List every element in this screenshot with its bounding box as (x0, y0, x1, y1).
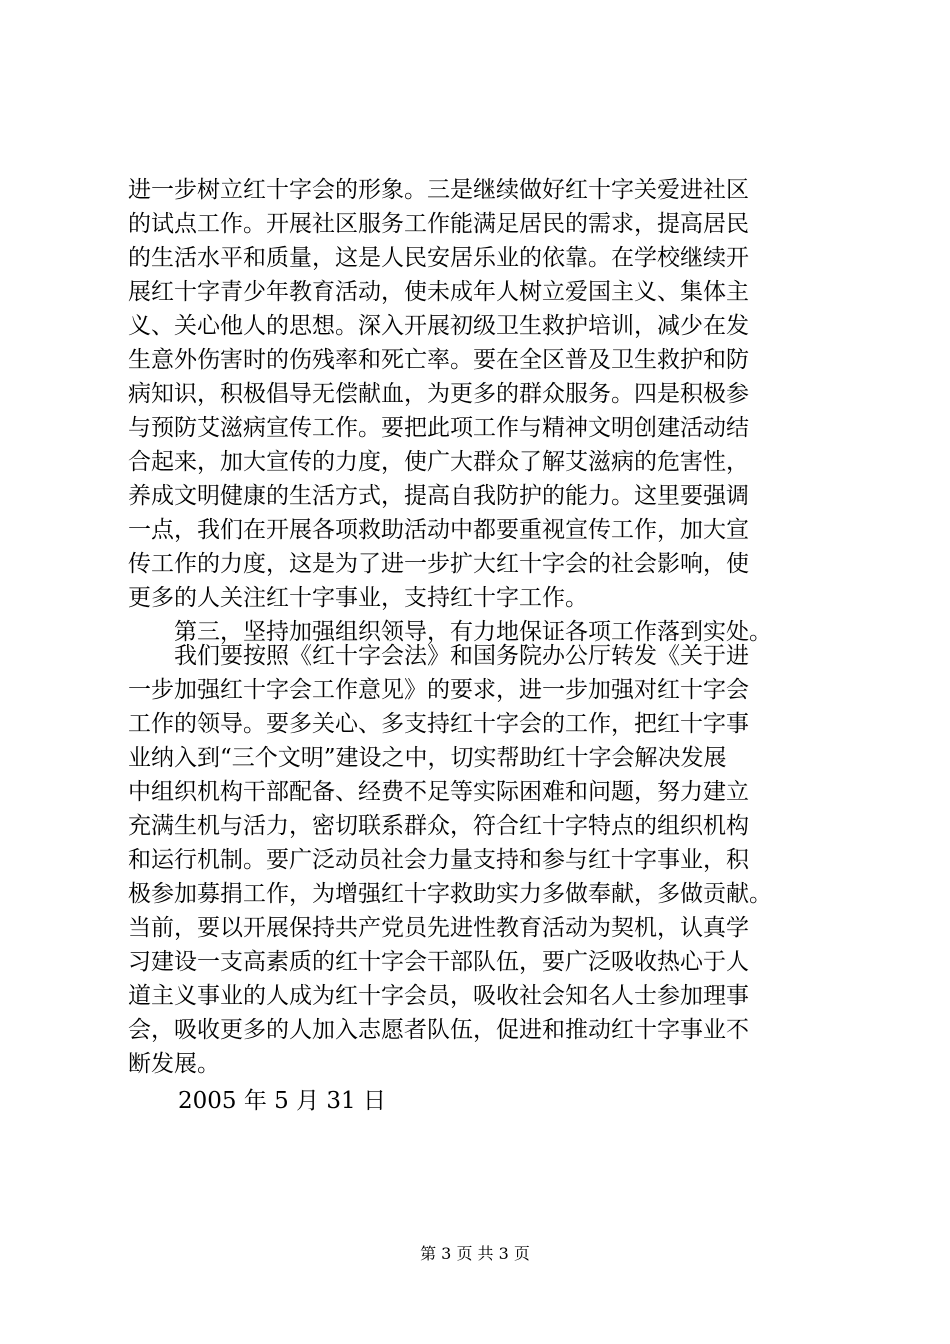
text-line: 道主义事业的人成为红十字会员，吸收社会知名人士参加理事 (128, 983, 749, 1009)
text-line: 业纳入到“三个文明”建设之中，切实帮助红十字会解决发展 (128, 745, 727, 771)
text-line: 的生活水平和质量，这是人民安居乐业的依靠。在学校继续开 (128, 245, 749, 271)
text-line: 中组织机构干部配备、经费不足等实际困难和问题，努力建立 (128, 779, 749, 805)
paragraph-block-2 (128, 639, 848, 1081)
text-line: 与预防艾滋病宣传工作。要把此项工作与精神文明创建活动结 (128, 415, 749, 441)
section-heading-line: 第三，坚持加强组织领导，有力地保证各项工作落到实处。 (128, 619, 772, 645)
text-line: 义、关心他人的思想。深入开展初级卫生救护培训，减少在发 (128, 313, 749, 339)
page-number-footer: 第 3 页 共 3 页 (420, 1244, 530, 1263)
text-line: 和运行机制。要广泛动员社会力量支持和参与红十字事业，积 (128, 847, 749, 873)
document-date: 2005 年 5 月 31 日 (178, 1088, 386, 1114)
text-line: 生意外伤害时的伤残率和死亡率。要在全区普及卫生救护和防 (128, 347, 749, 373)
text-line: 病知识，积极倡导无偿献血，为更多的群众服务。四是积极参 (128, 381, 749, 407)
text-line: 合起来，加大宣传的力度，使广大群众了解艾滋病的危害性， (128, 449, 749, 475)
text-line: 会，吸收更多的人加入志愿者队伍，促进和推动红十字事业不 (128, 1017, 749, 1043)
text-line: 习建设一支高素质的红十字会干部队伍，要广泛吸收热心于人 (128, 949, 749, 975)
paragraph-block-1 (128, 173, 848, 649)
text-line: 的试点工作。开展社区服务工作能满足居民的需求，提高居民 (128, 211, 749, 237)
text-line: 我们要按照《红十字会法》和国务院办公厅转发《关于进 (128, 643, 749, 669)
text-line: 更多的人关注红十字事业，支持红十字工作。 (128, 585, 588, 611)
text-line: 展红十字青少年教育活动，使未成年人树立爱国主义、集体主 (128, 279, 749, 305)
text-line: 传工作的力度，这是为了进一步扩大红十字会的社会影响，使 (128, 551, 749, 577)
text-line: 进一步树立红十字会的形象。三是继续做好红十字关爱进社区 (128, 177, 749, 203)
text-line: 断发展。 (128, 1051, 220, 1077)
text-line: 充满生机与活力，密切联系群众，符合红十字特点的组织机构 (128, 813, 749, 839)
text-line: 养成文明健康的生活方式，提高自我防护的能力。这里要强调 (128, 483, 749, 509)
text-line: 当前，要以开展保持共产党员先进性教育活动为契机，认真学 (128, 915, 749, 941)
text-line: 一点，我们在开展各项救助活动中都要重视宣传工作，加大宣 (128, 517, 749, 543)
text-line: 工作的领导。要多关心、多支持红十字会的工作，把红十字事 (128, 711, 749, 737)
text-line: 极参加募捐工作，为增强红十字救助实力多做奉献，多做贡献。 (128, 881, 772, 907)
text-line: 一步加强红十字会工作意见》的要求，进一步加强对红十字会 (128, 677, 749, 703)
